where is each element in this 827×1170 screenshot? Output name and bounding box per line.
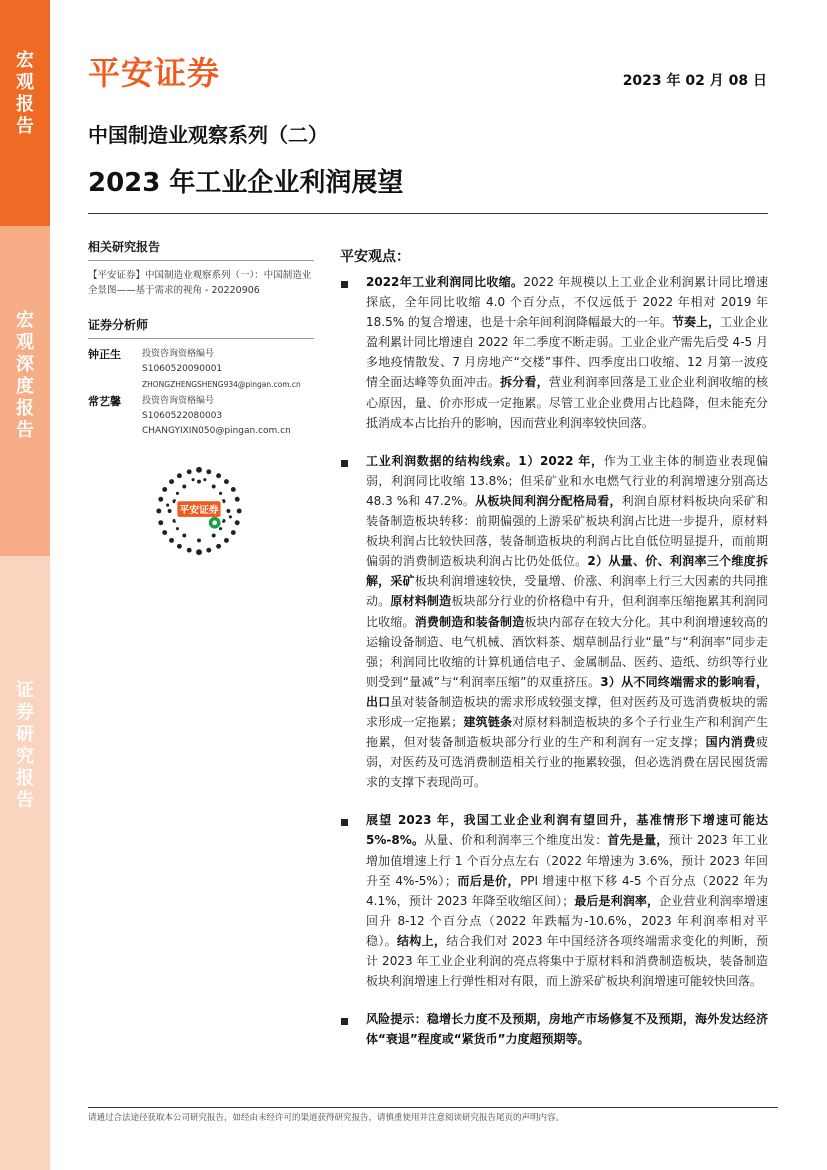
analyst-name: 常艺馨 (88, 395, 121, 408)
analyst-cert-label: 投资咨询资格编号 (142, 349, 215, 359)
analyst-cert-number: S1060522080003 (142, 411, 223, 421)
main-content (340, 246, 768, 1067)
analyst-email[interactable]: CHANGYIXIN050@pingan.com.cn (142, 426, 291, 436)
viewpoints-heading: 平安观点： (340, 249, 410, 265)
analyst-cert-number: S1060520090001 (142, 364, 223, 374)
report-date: 2023 年 02 月 08 日 (622, 73, 767, 89)
series-title: 中国制造业观察系列（二） (88, 123, 328, 147)
bullet-square-icon (341, 1018, 348, 1025)
text-segment: PPI 增速中枢下移 4-5 个百分点（2022 年为 4.1%，预计 2023 年降至收缩区间）； (366, 873, 768, 908)
page-title: 2023 年工业企业利润展望 (88, 168, 404, 198)
viewpoint-item (340, 272, 768, 433)
text-segment: 疲弱，对医药及可选消费制造相关行业的拖累较强，但必选消费在居民囤货需求的支撑下表现尚可。 (366, 735, 768, 790)
text-segment: 从量、价和利润率三个维度出发： (424, 833, 608, 848)
bullet-square-icon (341, 460, 348, 467)
band-securities-research: 证券研究报告 (0, 556, 50, 1170)
analyst-cert-label: 投资咨询资格编号 (142, 396, 215, 406)
text-segment: 虽对装备制造板块的需求形成较强支撑，但对医药及可选消费板块的需求形成一定拖累； (366, 694, 768, 729)
footer-disclaimer: 请通过合法途径获取本公司研究报告，如经由未经许可的渠道获得研究报告，请慎重使用并注意阅读研究报告尾页的声明内容。 (88, 1113, 565, 1123)
bold-phrase: 消费制造和装备制造 (414, 614, 525, 629)
text-segment: 利润自原材料板块向采矿和装备制造板块转移：前期偏强的上游采矿板块利润占比进一步提升，原材料板块利润占比较快回落，装备制造板块的利润占比自低位明显提升，而前期偏弱的消费制造板块利润占比仍处低位。 (366, 493, 768, 569)
risk-paragraph (366, 1009, 768, 1049)
bold-phrase: 最后是利润率， (574, 893, 660, 908)
analyst-entry (88, 347, 314, 392)
viewpoint-paragraph (366, 810, 768, 991)
related-research-heading: 相关研究报告 (88, 238, 314, 261)
bold-phrase: 结构上， (396, 933, 447, 948)
text-segment: 结合我们对 2023 年中国经济各项终端需求变化的判断，预计 2023 年工业企业利润的亮点将集中于原材料和消费制造板块，装备制造板块利润增速上行弹性相对有限，而上游采矿板块利润增速可能较快回落。 (366, 933, 768, 989)
bold-phrase: 风险提示：稳增长力度不及预期，房地产市场修复不及预期，海外发达经济体“衰退”程度或“紧货币”力度超预期等。 (366, 1012, 768, 1047)
bold-phrase: 展望 2023 年，我国工业企业利润有望回升，基准情形下增速可能达 5%-8%。 (366, 813, 768, 848)
text-segment: 营业利润率回落是工业企业利润收缩的核心原因，量、价亦形成一定拖累。尽管工业企业费用占比趋降，但未能充分抵消成本占比抬升的影响，因而营业利润率较快回落。 (366, 375, 768, 430)
bold-phrase: 原材料制造 (390, 594, 452, 609)
bold-phrase: 而后是价， (456, 873, 521, 888)
brand-logo: 平安证券 (88, 54, 221, 92)
analysts-heading: 证券分析师 (88, 316, 314, 339)
analyst-email[interactable]: ZHONGZHENGSHENG934@pingan.com.cn (142, 380, 301, 389)
analyst-name: 钟正生 (88, 348, 121, 361)
qr-code-icon[interactable] (150, 462, 248, 560)
bold-phrase: 节奏上， (671, 315, 720, 330)
footer-divider (88, 1107, 778, 1108)
viewpoint-item (340, 810, 768, 991)
bold-phrase: 拆分看， (500, 375, 549, 390)
header-divider (88, 213, 768, 214)
bold-phrase: 建筑链条 (463, 714, 513, 729)
sidebar (88, 238, 314, 439)
text-segment: 企业营业利润率增速回升 8-12 个百分点（2022 年跌幅为-10.6%，2023 年利润率相对平稳）。 (366, 893, 768, 948)
bold-phrase: 2022年工业利润同比收缩。 (366, 275, 524, 289)
text-segment: 板块内部存在较大分化。其中利润增速较高的运输设备制造、电气机械、酒饮料茶、烟草制品行业“量”与“利润率”同步走强；利润同比收缩的计算机通信电子、金属制品、医药、造纸、纺织等行业则受到“量减”与“利润率压缩”的双重挤压。 (366, 614, 768, 689)
bold-phrase: 工业利润数据的结构线索。1）2022 年， (366, 453, 604, 468)
text-segment: 板块部分行业的价格稳中有升，但利润率压缩拖累其利润同比收缩。 (366, 594, 768, 629)
text-segment: 对原材料制造板块的多个子行业生产和利润产生拖累，但对装备制造板块部分行业的生产和利润有一定支撑； (366, 714, 768, 750)
viewpoint-paragraph (366, 451, 768, 793)
bold-phrase: 3）从不同终端需求的影响看，出口 (366, 674, 768, 709)
bold-phrase: 从板块间利润分配格局看， (475, 493, 622, 508)
bold-phrase: 2）从量、价、利润率三个维度拆解，采矿 (366, 554, 768, 589)
band-macro-report: 宏观报告 (0, 0, 50, 226)
viewpoint-paragraph (366, 272, 768, 433)
qr-badge: 平安证券 (179, 504, 219, 516)
risk-item (340, 1009, 768, 1049)
text-segment: 作为工业主体的制造业表现偏弱，利润同比收缩 13.8%；但采矿业和水电燃气行业的利润增速分别高达 48.3 %和 47.2%。 (366, 453, 768, 508)
bold-phrase: 首先是量， (607, 833, 669, 848)
viewpoint-item (340, 451, 768, 793)
bullet-square-icon (341, 819, 348, 826)
bold-phrase: 国内消费 (705, 735, 756, 750)
text-segment: 预计 2023 年工业增加值增速上行 1 个百分点左右（2022 年增速为 3.6%，预计 2023 年回升至 4%-5%）； (366, 833, 768, 888)
band-macro-in-depth: 宏观深度报告 (0, 226, 50, 556)
text-segment: 2022 年规模以上工业企业利润累计同比增速探底，全年同比收缩 4.0 个百分点，不仅远低于 2022 年相对 2019 年 18.5% 的复合增速，也是十余年间利润降幅最大的一年。 (366, 275, 768, 330)
text-segment: 工业企业盈利累计同比增速自 2022 年二季度不断走弱。工业企业产需先后受 4-5 月多地疫情散发、7 月房地产“交楼”事件、四季度出口收缩、12 月第一波疫情全面达峰等负面冲击。 (366, 315, 768, 390)
related-research-link[interactable]: 【平安证券】中国制造业观察系列（一）：中国制造业全景图——基于需求的视角 - 20220906 (88, 270, 312, 296)
text-segment: 板块利润增速较快，受量增、价涨、利润率上行三大因素的共同推动。 (366, 574, 768, 609)
analyst-entry (88, 394, 314, 439)
bullet-square-icon (341, 281, 348, 288)
